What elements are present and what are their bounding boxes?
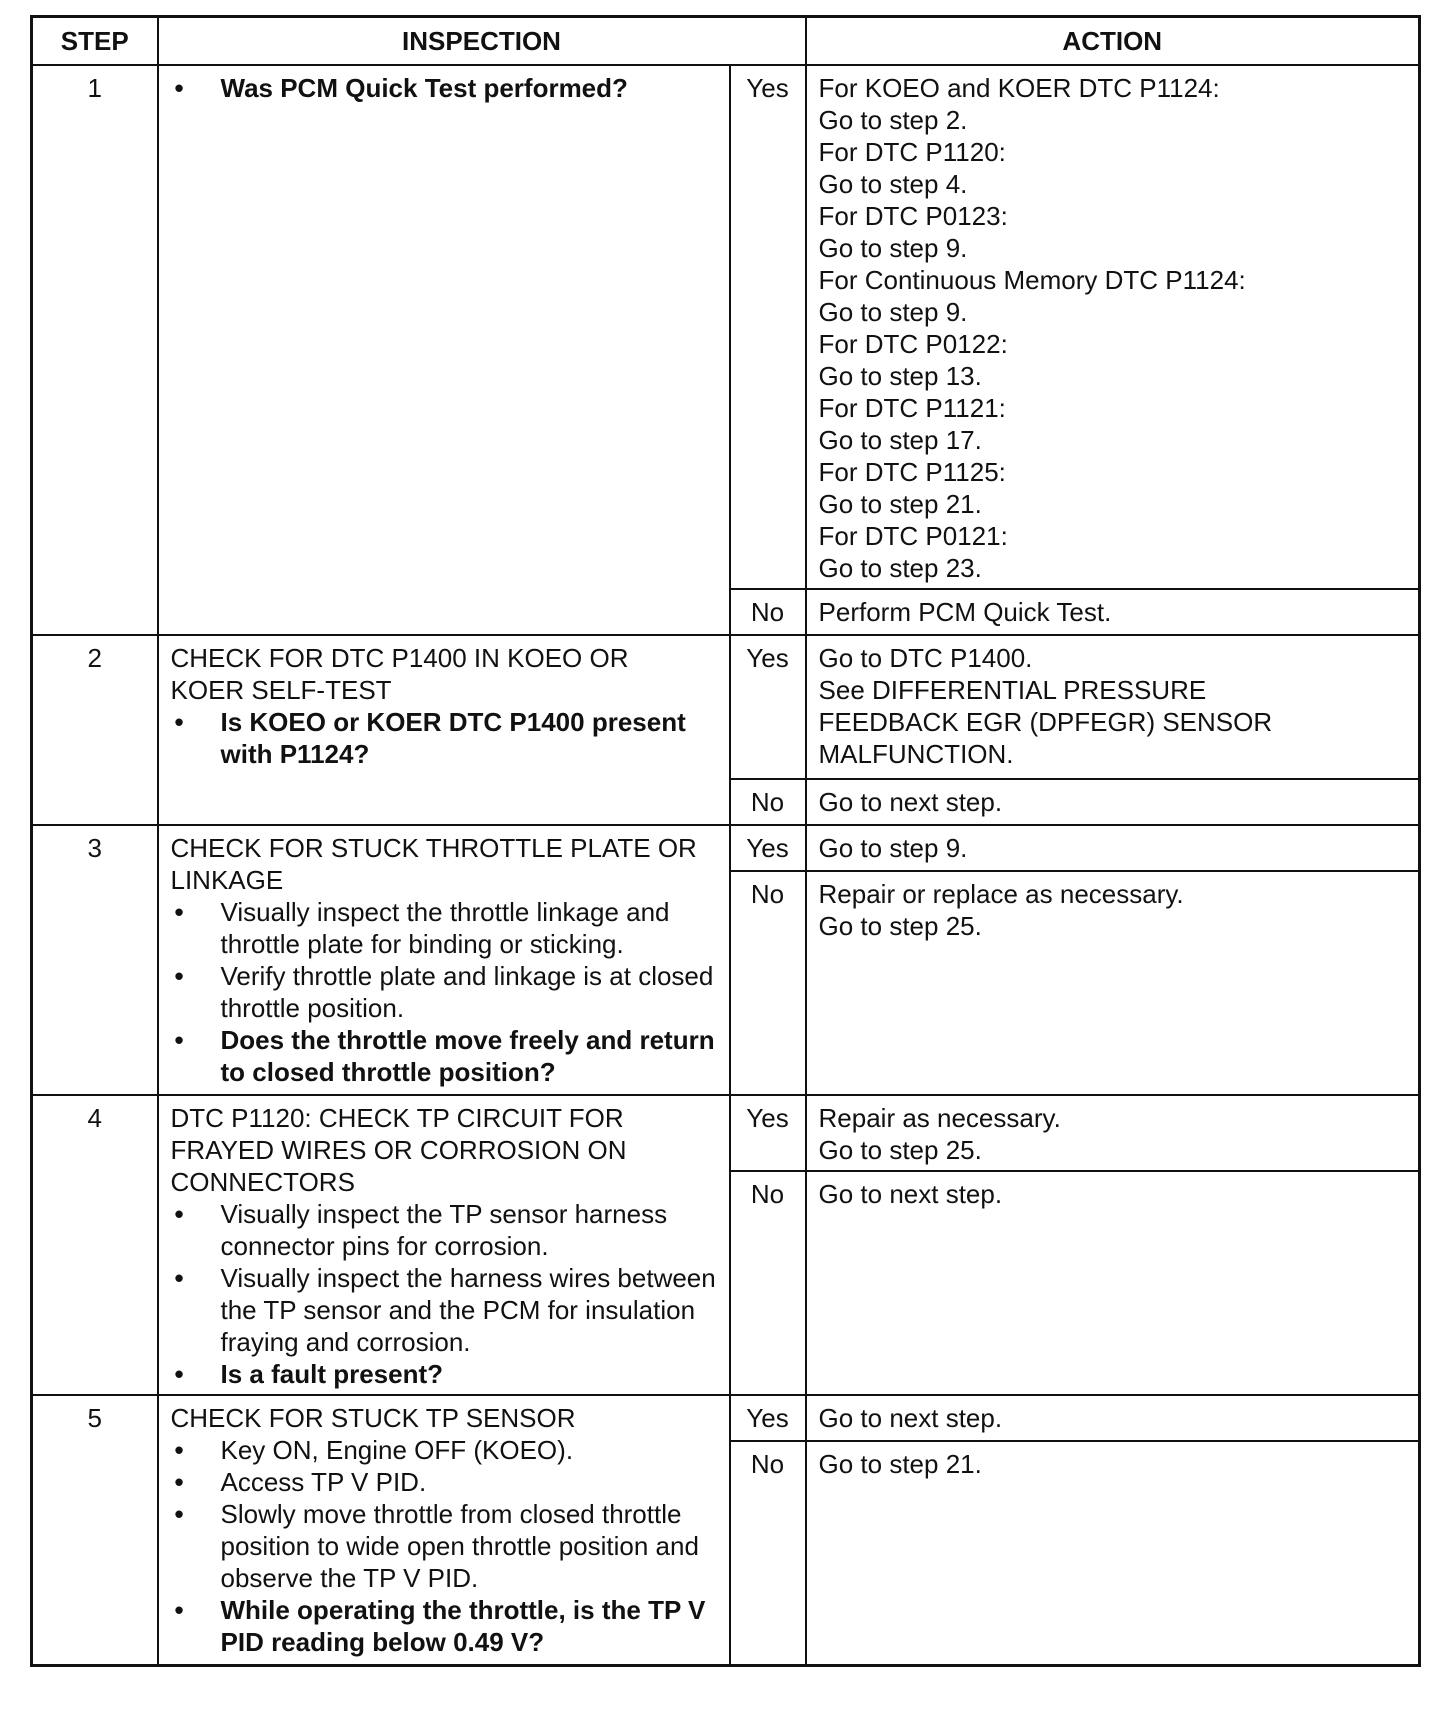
- yes-action: [806, 65, 1420, 589]
- no-label: No: [730, 589, 806, 635]
- step-row: [32, 65, 1420, 589]
- no-action: [806, 1441, 1420, 1665]
- step-row: [32, 1395, 1420, 1441]
- inspection-heading-line: KOER SELF-TEST: [170, 675, 392, 705]
- no-action: [806, 589, 1420, 635]
- action-line: Go to step 13.: [818, 361, 982, 391]
- yes-label: Yes: [730, 65, 806, 589]
- inspection-heading-line: LINKAGE: [170, 865, 284, 895]
- yes-label: Yes: [730, 1095, 806, 1171]
- action-line: For DTC P0123:: [818, 201, 1008, 231]
- no-label: No: [730, 1171, 806, 1395]
- action-line: FEEDBACK EGR (DPFEGR) SENSOR: [818, 707, 1273, 737]
- action-line: Go to step 9.: [818, 297, 968, 327]
- action-line: Go to step 21.: [818, 489, 982, 519]
- step-row: [32, 635, 1420, 779]
- inspection-bullet: • Access TP V PID.: [171, 1466, 719, 1498]
- step-row: [32, 825, 1420, 871]
- header-row: [32, 17, 1420, 66]
- action-line: Go to step 25.: [818, 911, 982, 941]
- inspection-bullet: • Slowly move throttle from closed throttle position to wide open throttle position and observe the TP V PID.: [171, 1498, 719, 1594]
- action-line: Go to step 17.: [818, 425, 982, 455]
- inspection-bullet: • Was PCM Quick Test performed?: [171, 72, 719, 104]
- action-line: Go to step 9.: [818, 233, 968, 263]
- action-line: For DTC P1125:: [818, 457, 1006, 487]
- action-line: For DTC P0122:: [818, 329, 1008, 359]
- action-line: For Continuous Memory DTC P1124:: [818, 265, 1246, 295]
- action-line: MALFUNCTION.: [818, 739, 1014, 769]
- inspection-cell: [158, 65, 730, 635]
- header-step: STEP: [32, 17, 158, 66]
- inspection-bullet: • Does the throttle move freely and return to closed throttle position?: [171, 1024, 719, 1088]
- inspection-bullet: • Verify throttle plate and linkage is at closed throttle position.: [171, 960, 719, 1024]
- yes-label: Yes: [730, 825, 806, 871]
- step-number: 4: [32, 1095, 158, 1395]
- yes-label: Yes: [730, 1395, 806, 1441]
- inspection-cell: [158, 1395, 730, 1665]
- inspection-bullet: • Visually inspect the throttle linkage and throttle plate for binding or sticking.: [171, 896, 719, 960]
- yes-action: [806, 1095, 1420, 1171]
- action-line: Repair or replace as necessary.: [818, 879, 1184, 909]
- no-label: No: [730, 871, 806, 1095]
- diagnostic-table: [30, 15, 1421, 1667]
- inspection-bullet: • Is KOEO or KOER DTC P1400 present with P1124?: [171, 706, 719, 770]
- action-line: For DTC P1121:: [818, 393, 1006, 423]
- step-row: [32, 1095, 1420, 1171]
- inspection-bullet: • Visually inspect the TP sensor harness connector pins for corrosion.: [171, 1198, 719, 1262]
- action-line: Go to step 23.: [818, 553, 982, 583]
- header-action: ACTION: [806, 17, 1420, 66]
- inspection-heading-line: DTC P1120: CHECK TP CIRCUIT FOR: [170, 1103, 624, 1133]
- yes-action: [806, 1395, 1420, 1441]
- inspection-cell: [158, 1095, 730, 1395]
- inspection-cell: [158, 825, 730, 1095]
- action-line: Go to DTC P1400.: [818, 643, 1033, 673]
- inspection-heading-line: FRAYED WIRES OR CORROSION ON: [170, 1135, 627, 1165]
- inspection-bullets: [171, 1198, 719, 1390]
- inspection-bullet: • Is a fault present?: [171, 1358, 719, 1390]
- action-line: Go to step 2.: [818, 105, 968, 135]
- yes-action: [806, 825, 1420, 871]
- inspection-bullets: [171, 72, 719, 104]
- action-line: Go to next step.: [818, 787, 1003, 817]
- no-action: [806, 1171, 1420, 1395]
- inspection-cell: [158, 635, 730, 825]
- action-line: Go to step 25.: [818, 1135, 982, 1165]
- no-label: No: [730, 1441, 806, 1665]
- step-number: 5: [32, 1395, 158, 1665]
- action-line: For KOEO and KOER DTC P1124:: [818, 73, 1220, 103]
- step-number: 3: [32, 825, 158, 1095]
- action-line: Go to next step.: [818, 1179, 1003, 1209]
- no-action: [806, 871, 1420, 1095]
- action-line: See DIFFERENTIAL PRESSURE: [818, 675, 1207, 705]
- steps-body: [32, 65, 1420, 1665]
- inspection-bullet: • Key ON, Engine OFF (KOEO).: [171, 1434, 719, 1466]
- inspection-bullets: [171, 896, 719, 1088]
- no-label: No: [730, 779, 806, 825]
- action-line: Go to step 21.: [818, 1449, 982, 1479]
- inspection-heading-line: CHECK FOR DTC P1400 IN KOEO OR: [170, 643, 629, 673]
- inspection-heading-line: CHECK FOR STUCK THROTTLE PLATE OR: [170, 833, 697, 863]
- inspection-bullets: [171, 706, 719, 770]
- step-number: 2: [32, 635, 158, 825]
- action-line: For DTC P1120:: [818, 137, 1006, 167]
- inspection-heading-line: CHECK FOR STUCK TP SENSOR: [170, 1403, 576, 1433]
- no-action: [806, 779, 1420, 825]
- header-inspection: INSPECTION: [158, 17, 806, 66]
- inspection-bullet: • While operating the throttle, is the TP V PID reading below 0.49 V?: [171, 1594, 719, 1658]
- action-line: For DTC P0121:: [818, 521, 1008, 551]
- action-line: Go to step 4.: [818, 169, 968, 199]
- step-number: 1: [32, 65, 158, 635]
- inspection-bullets: [171, 1434, 719, 1658]
- inspection-heading-line: CONNECTORS: [170, 1167, 355, 1197]
- action-line: Go to next step.: [818, 1403, 1003, 1433]
- yes-label: Yes: [730, 635, 806, 779]
- action-line: Perform PCM Quick Test.: [818, 597, 1112, 627]
- yes-action: [806, 635, 1420, 779]
- action-line: Go to step 9.: [818, 833, 968, 863]
- inspection-bullet: • Visually inspect the harness wires between the TP sensor and the PCM for insulation fraying and corrosion.: [171, 1262, 719, 1358]
- action-line: Repair as necessary.: [818, 1103, 1061, 1133]
